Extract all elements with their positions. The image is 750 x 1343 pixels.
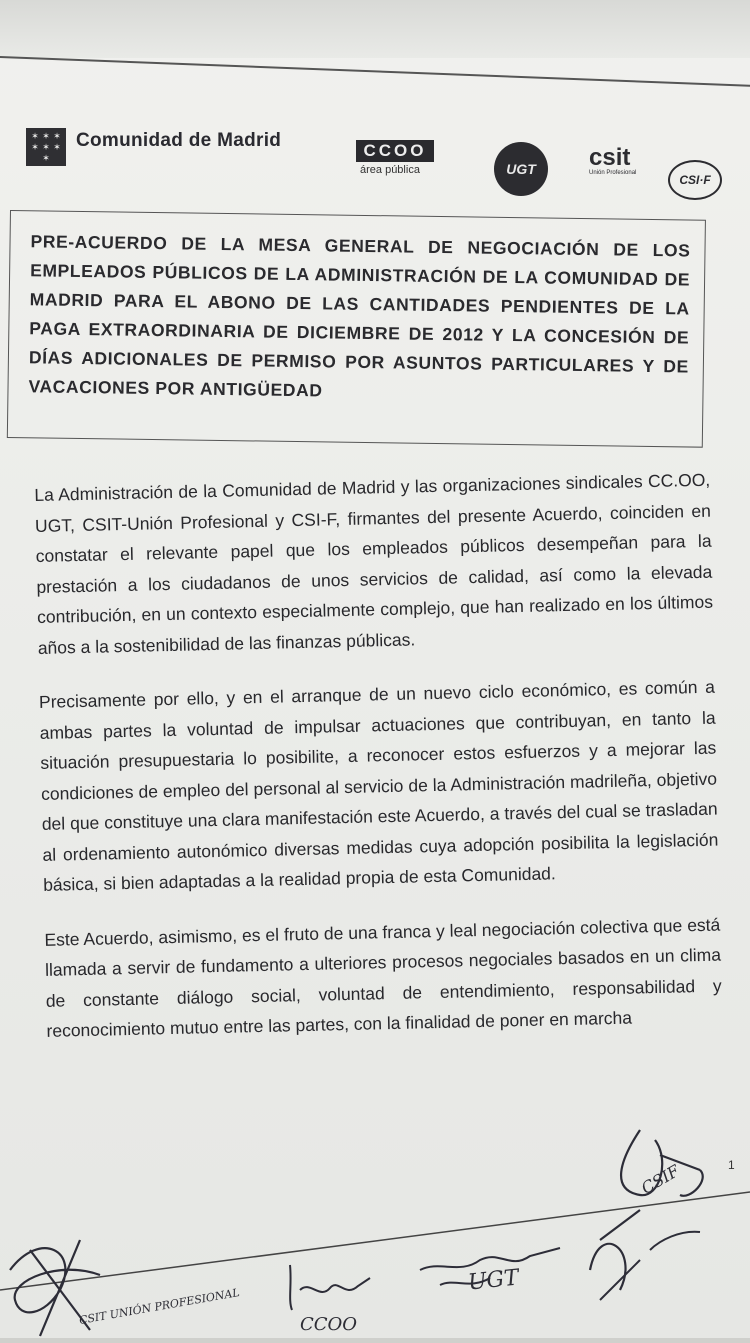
- signature-area: [0, 1100, 750, 1338]
- csit-logo-text: csit: [589, 144, 631, 171]
- document-body: [34, 465, 723, 1071]
- paragraph: Precisamente por ello, y en el arranque de un nuevo ciclo económico, es común a ambas partes la voluntad de impulsar actuaciones que contribuyan, en tanto la situación presupuestaria lo posibilite, a reconocer estos esfuerzos y a mejorar las condiciones de empleo del personal al servicio de la Administración madrileña, objetivo del que constituye una clara manifestación este Acuerdo, a través del cual se trasladan al ordenamiento autonómico diversas medidas cuya adopción posibilita la legislación básica, si bien adaptadas a la realidad propia de esta Comunidad.: [38, 676, 719, 895]
- comunidad-madrid-flag-logo: ✶ ✶ ✶ ✶ ✶ ✶ ✶: [26, 128, 66, 166]
- csit-logo: [589, 144, 636, 176]
- signature-note-csif: CSIF: [637, 1161, 683, 1198]
- title-box: [7, 210, 706, 448]
- signature-note-csit: CSIT UNIÓN PROFESIONAL: [78, 1285, 241, 1328]
- page-number: 1: [728, 1158, 735, 1172]
- paragraph: La Administración de la Comunidad de Madrid y las organizaciones sindicales CC.OO, UGT, CSIT-Unión Profesional y CSI-F, firmantes del presente Acuerdo, coinciden en constatar el relevante papel que los empleados públicos desempeñan para la prestación a los ciudadanos de unos servicios de calidad, así como la elevada contribución, en un contexto especialmente complejo, que han realizado en los últimos años a la sostenibilidad de las finanzas públicas.: [34, 469, 714, 658]
- ccoo-logo-text: CCOO: [356, 140, 434, 162]
- csif-logo: CSI·F: [668, 160, 722, 200]
- ccoo-logo-subtitle: área pública: [360, 164, 420, 176]
- signature-note-ugt: UGT: [466, 1265, 520, 1296]
- document-title: PRE-ACUERDO DE LA MESA GENERAL DE NEGOCIACIÓN DE LOS EMPLEADOS PÚBLICOS DE LA ADMINISTRACIÓN DE LA COMUNIDAD DE MADRID PARA EL ABONO DE LAS CANTIDADES PENDIENTES DE LA PAGA EXTRAORDINARIA DE DICIEMBRE DE 2012 Y LA CONCESIÓN DE DÍAS ADICIONALES DE PERMISO POR ASUNTOS PARTICULARES Y DE VACACIONES POR ANTIGÜEDAD: [28, 231, 691, 401]
- csit-logo-subtitle: Unión Profesional: [589, 170, 637, 176]
- ugt-logo: UGT: [494, 142, 548, 196]
- paragraph: Este Acuerdo, asimismo, es el fruto de una franca y leal negociación colectiva que está llamada a servir de fundamento a ulteriores procesos negociales basados en un clima de constante diálogo social, voluntad de entendimiento, responsabilidad y reconocimiento mutuo entre las partes, con la finalidad de poner en marcha: [44, 914, 722, 1041]
- signature-note-ccoo: CCOO: [300, 1314, 358, 1335]
- org-name: Comunidad de Madrid: [76, 130, 282, 151]
- ccoo-logo: [356, 140, 436, 176]
- signature-strokes: [0, 1100, 750, 1338]
- page-top-edge: [0, 0, 750, 58]
- page-fold-line: [0, 56, 750, 87]
- document-header: [26, 120, 736, 210]
